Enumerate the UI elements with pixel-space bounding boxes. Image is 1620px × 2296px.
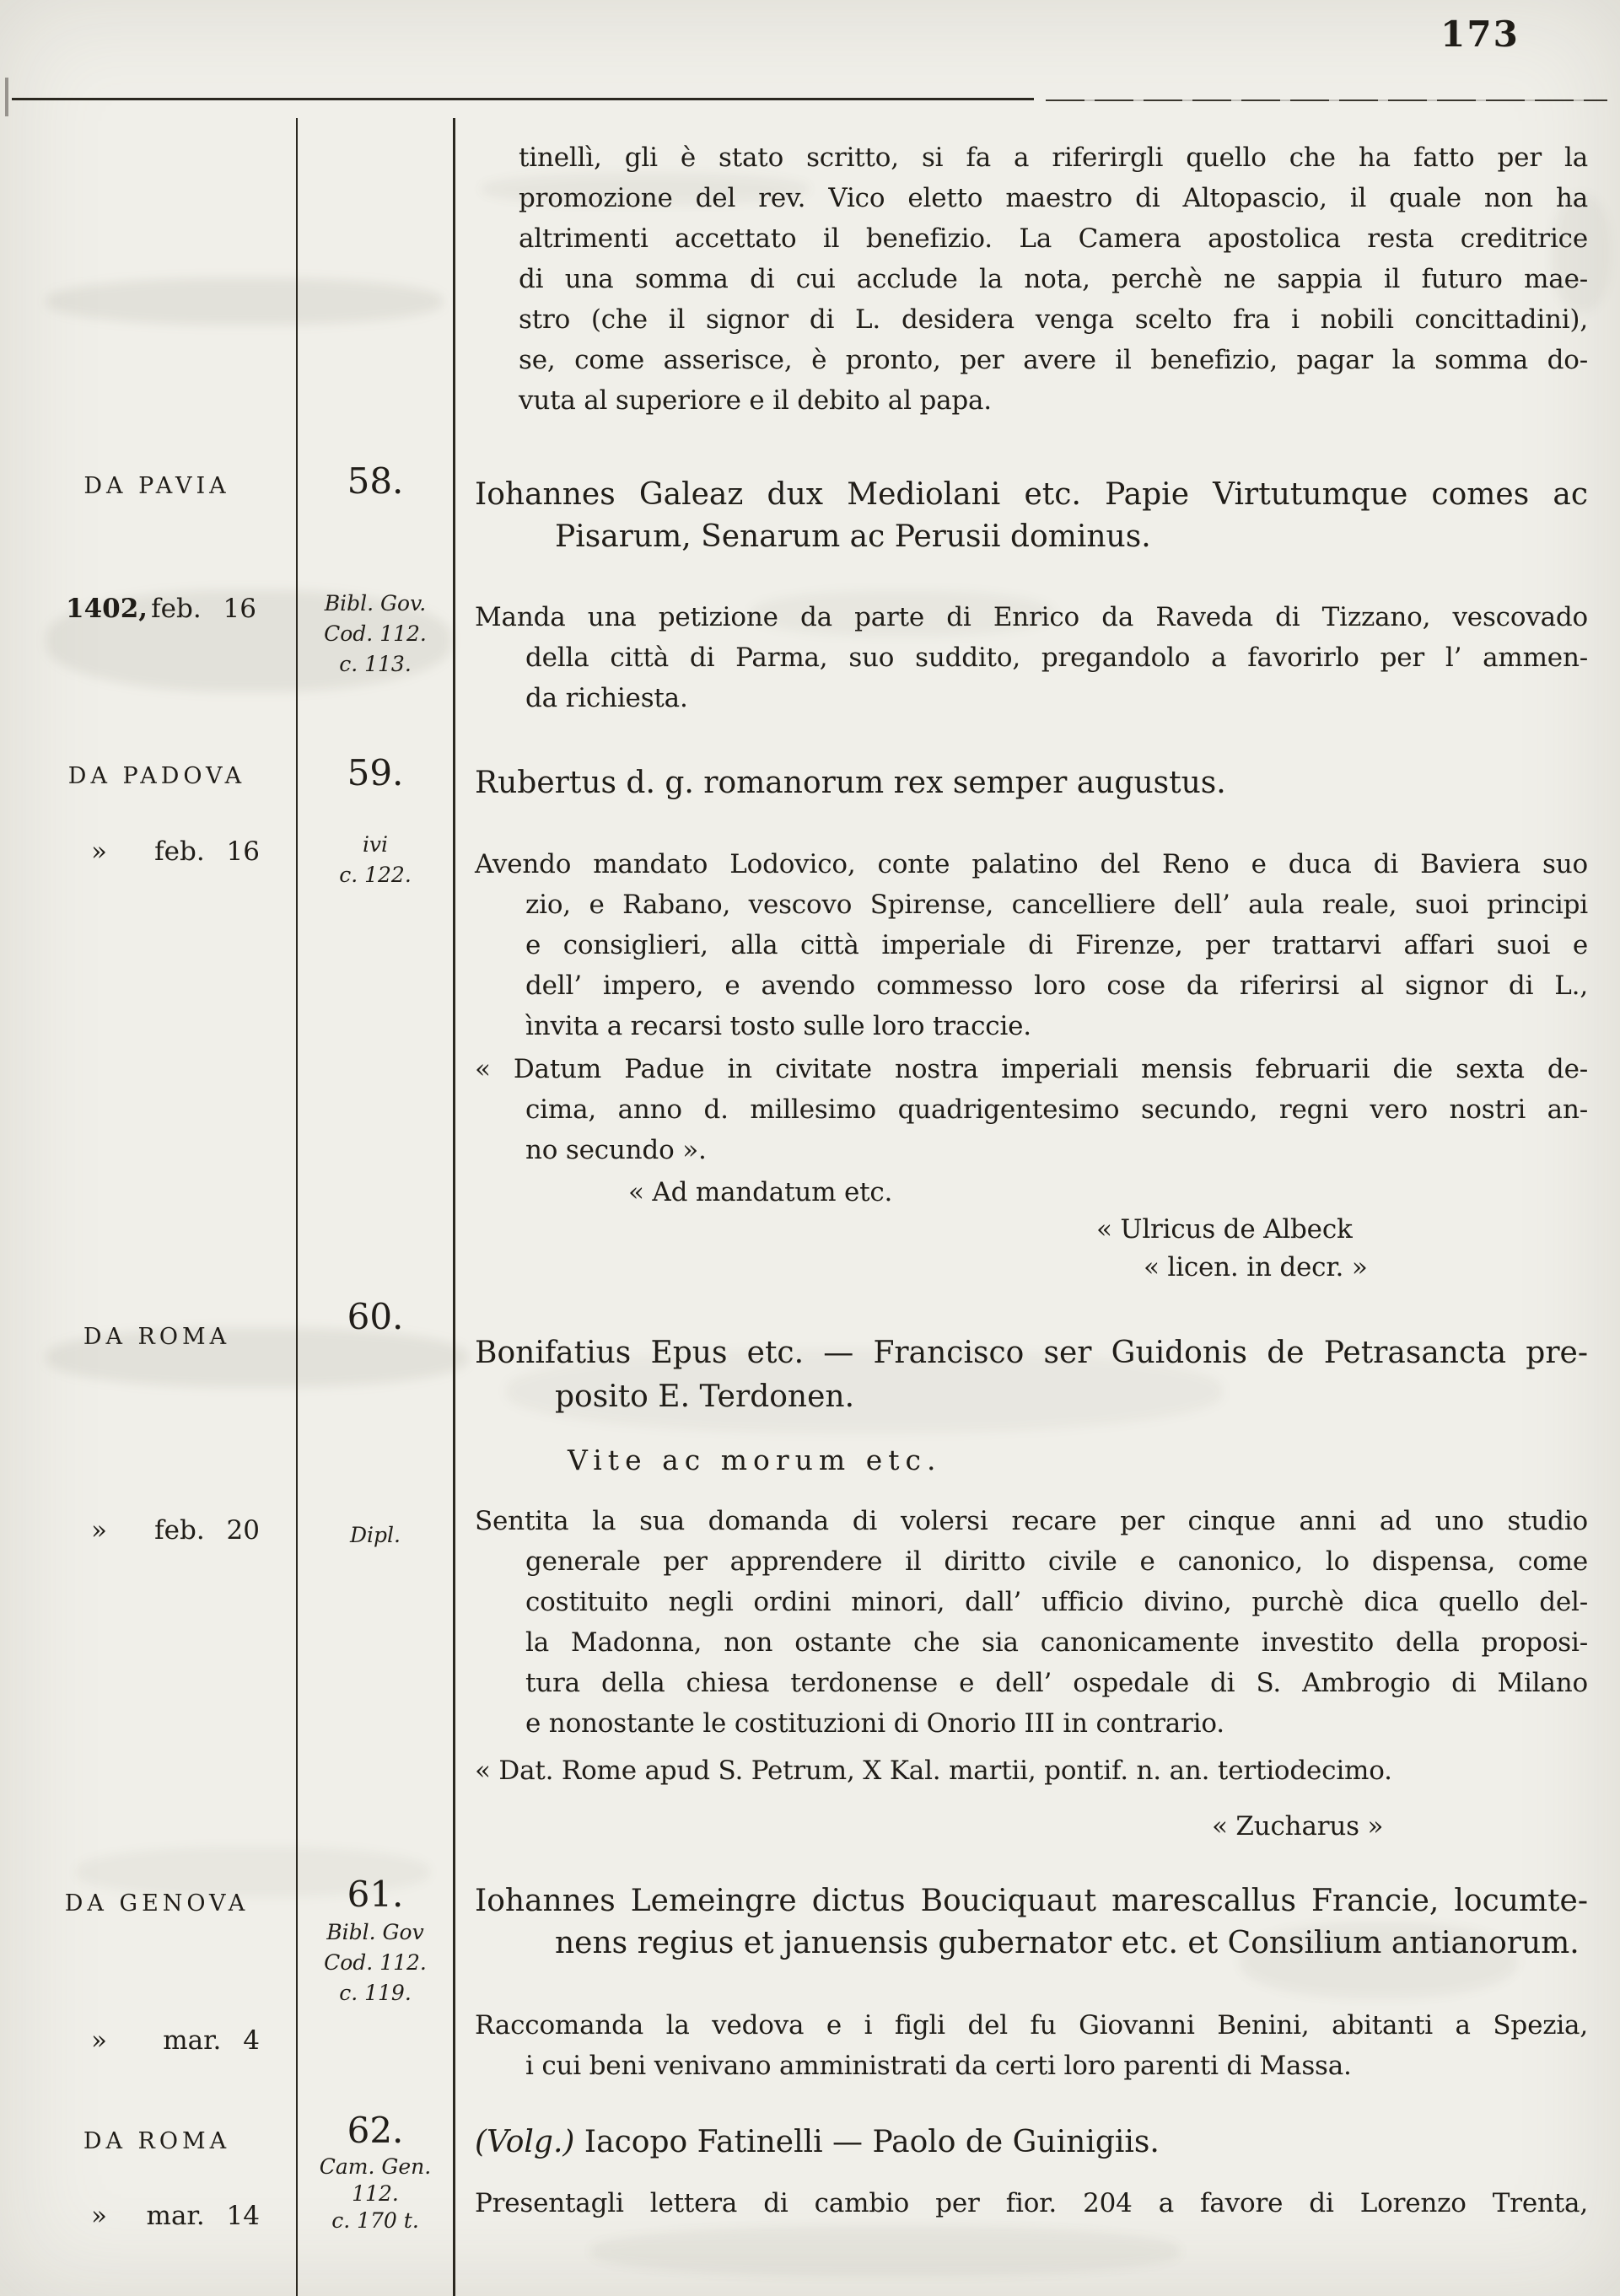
entry-61-number: 61. [347,1874,404,1915]
entry-59-date [91,836,260,867]
entry-59-signature-1: « Ulricus de Albeck [1096,1214,1353,1245]
text-line: zio, e Rabano, vescovo Spirense, cancelliere dell’ aula reale, suoi principi [525,890,1588,920]
ditto-mark: » [91,2201,107,2231]
bleedthrough-stain [46,278,443,325]
entry-58-date [66,594,256,624]
continuation-paragraph [475,137,1588,421]
text-line: tinellì, gli è stato scritto, si fa a riferirgli quello che ha fatto per la [519,142,1588,173]
entry-60-quote [475,1750,1588,1791]
text-line: Rubertus d. g. romanorum rex semper augustus. [475,766,1226,800]
text-line: dell’ impero, e avendo commesso loro cose da riferirsi al signor di L., [525,971,1588,1001]
entry-60-subheading: Vite ac morum etc. [568,1444,942,1476]
ditto-mark: » [91,1515,107,1546]
entry-58-body [475,597,1588,718]
entry-58-date-year: 1402, [66,594,148,624]
text-line: « Dat. Rome apud S. Petrum, X Kal. martii, pontif. n. an. tertiodecimo. [475,1756,1392,1786]
text-line: Cam. Gen. [319,2154,432,2179]
entry-62-source [299,2154,451,2234]
text-line [475,2121,1588,2164]
entry-62-heading [475,2121,1588,2164]
text-line: generale per apprendere il diritto civile e canonico, lo dispensa, come [525,1546,1588,1577]
text-line: Raccomanda la vedova e i figli del fu Giovanni Benini, abitanti a Spezia, [475,2010,1588,2041]
text-line: c. 170 t. [331,2208,419,2233]
page-edge-mark [5,78,8,116]
text-line: Presentagli lettera di cambio per fior. 204 a favore di Lorenzo Trenta, [475,2188,1588,2218]
entry-58-number: 58. [347,460,404,502]
text-line: e nonostante le costituzioni di Onorio III in contrario. [525,1708,1224,1739]
text-line: Cod. 112. [324,1950,427,1975]
entry-59-heading [475,762,1588,804]
text-line: i cui beni venivano amministrati da certi loro parenti di Massa. [525,2051,1352,2081]
entry-62-number: 62. [347,2110,404,2151]
entry-60-source [299,1520,451,1551]
entry-62-date [91,2201,260,2231]
text-line: posito E. Terdonen. [555,1379,855,1414]
text-line: cima, anno d. millesimo quadrigentesimo secundo, regni vero nostri an- [525,1094,1588,1125]
text-line: Cod. 112. [324,621,427,646]
text-line: di una somma di cui acclude la nota, perchè ne sappia il futuro mae- [519,264,1588,294]
text-line: Bibl. Gov. [324,591,427,616]
entry-59-date-rest: feb. 16 [154,836,260,867]
text-line: nens regius et januensis gubernator etc. et Consilium antianorum. [555,1926,1580,1960]
text-line: c. 122. [339,863,412,887]
entry-60-place: DA ROMA [83,1324,231,1350]
text-line: costituito negli ordini minori, dall’ ufficio divino, purchè dica quello del- [525,1587,1588,1617]
entry-62-place: DA ROMA [83,2128,231,2154]
text-line: ivi [362,832,389,857]
entry-62-body [475,2183,1588,2223]
column-rule-right [453,118,455,2296]
entry-61-place: DA GENOVA [64,1890,250,1917]
text-line: ìnvita a recarsi tosto sulle loro traccie. [525,1011,1031,1041]
text-line: Iohannes Lemeingre dictus Bouciquaut marescallus Francie, locumte- [475,1884,1588,1918]
entry-61-date [91,2025,260,2056]
text-line: vuta al superiore e il debito al papa. [519,385,992,416]
text-line: Dipl. [350,1523,401,1547]
entry-59-body [475,844,1588,1046]
entry-59-number: 59. [347,752,404,793]
text-line: 112. [352,2181,399,2206]
header-rule-left [12,98,1034,100]
text-line: altrimenti accettato il benefizio. La Camera apostolica resta creditrice [519,223,1588,254]
text-line: Pisarum, Senarum ac Perusii dominus. [555,519,1151,554]
entry-58-heading [475,474,1588,558]
entry-60-body [475,1501,1588,1744]
text-line: tura della chiesa terdonense e dell’ ospedale di S. Ambrogio di Milano [525,1668,1588,1698]
column-rule-left [296,118,298,2296]
text-line: Manda una petizione da parte di Enrico da Raveda di Tizzano, vescovado [475,602,1588,632]
text-line: Sentita la sua domanda di volersi recare per cinque anni ad uno studio [475,1506,1588,1536]
header-rule-right [1046,99,1607,101]
text-line: stro (che il signor di L. desidera venga scelto fra i nobili concittadini), [519,304,1588,335]
text-line: no secundo ». [525,1135,707,1165]
text-line: c. 113. [339,652,412,676]
text-line: la Madonna, non ostante che sia canonicamente investito della proposi- [525,1627,1588,1658]
entry-60-signature: « Zucharus » [1212,1811,1384,1842]
ditto-mark: » [91,836,107,867]
entry-59-signature-2: « licen. in decr. » [1144,1252,1368,1282]
entry-62-date-rest: mar. 14 [146,2201,260,2231]
text-line: promozione del rev. Vico eletto maestro di Altopascio, il quale non ha [519,183,1588,213]
text-line: della città di Parma, suo suddito, pregandolo a favorirlo per l’ ammen- [525,643,1588,673]
entry-61-body [475,2005,1588,2086]
entry-58-place: DA PAVIA [83,473,230,499]
entry-59-quote [475,1049,1588,1170]
bleedthrough-stain [590,2226,1181,2277]
entry-60-date-rest: feb. 20 [154,1515,260,1546]
text-line: Iohannes Galeaz dux Mediolani etc. Papie Virtutumque comes ac [475,477,1588,512]
text-line: da richiesta. [525,683,688,713]
entry-59-mandatum-line: « Ad mandatum etc. [628,1177,893,1207]
entry-61-source [299,1917,451,2008]
entry-60-date [91,1515,260,1546]
entry-62-heading-text: Iacopo Fatinelli — Paolo de Guinigiis. [584,2125,1160,2159]
entry-60-number: 60. [347,1296,404,1337]
entry-59-source [299,830,451,890]
text-line: Avendo mandato Lodovico, conte palatino del Reno e duca di Baviera suo [475,849,1588,879]
text-line: Bibl. Gov [326,1920,424,1944]
entry-61-date-rest: mar. 4 [163,2025,260,2056]
text-line: « Datum Padue in civitate nostra imperiali mensis februarii die sexta de- [475,1054,1588,1084]
entry-61-heading [475,1880,1588,1965]
entry-59-place: DA PADOVA [67,763,246,789]
entry-62-volg-label: (Volg.) [475,2125,575,2159]
text-line: se, come asserisce, è pronto, per avere il benefizio, pagar la somma do- [519,345,1588,375]
text-line: Bonifatius Epus etc. — Francisco ser Guidonis de Petrasancta pre- [475,1336,1588,1370]
text-line: e consiglieri, alla città imperiale di Firenze, per trattarvi affari suoi e [525,930,1588,960]
text-line: c. 119. [339,1981,412,2005]
ditto-mark: » [91,2025,107,2056]
page-number: 173 [1440,13,1520,55]
entry-60-heading [475,1331,1588,1419]
entry-58-source [299,589,451,680]
entry-58-date-rest: feb. 16 [151,594,256,624]
